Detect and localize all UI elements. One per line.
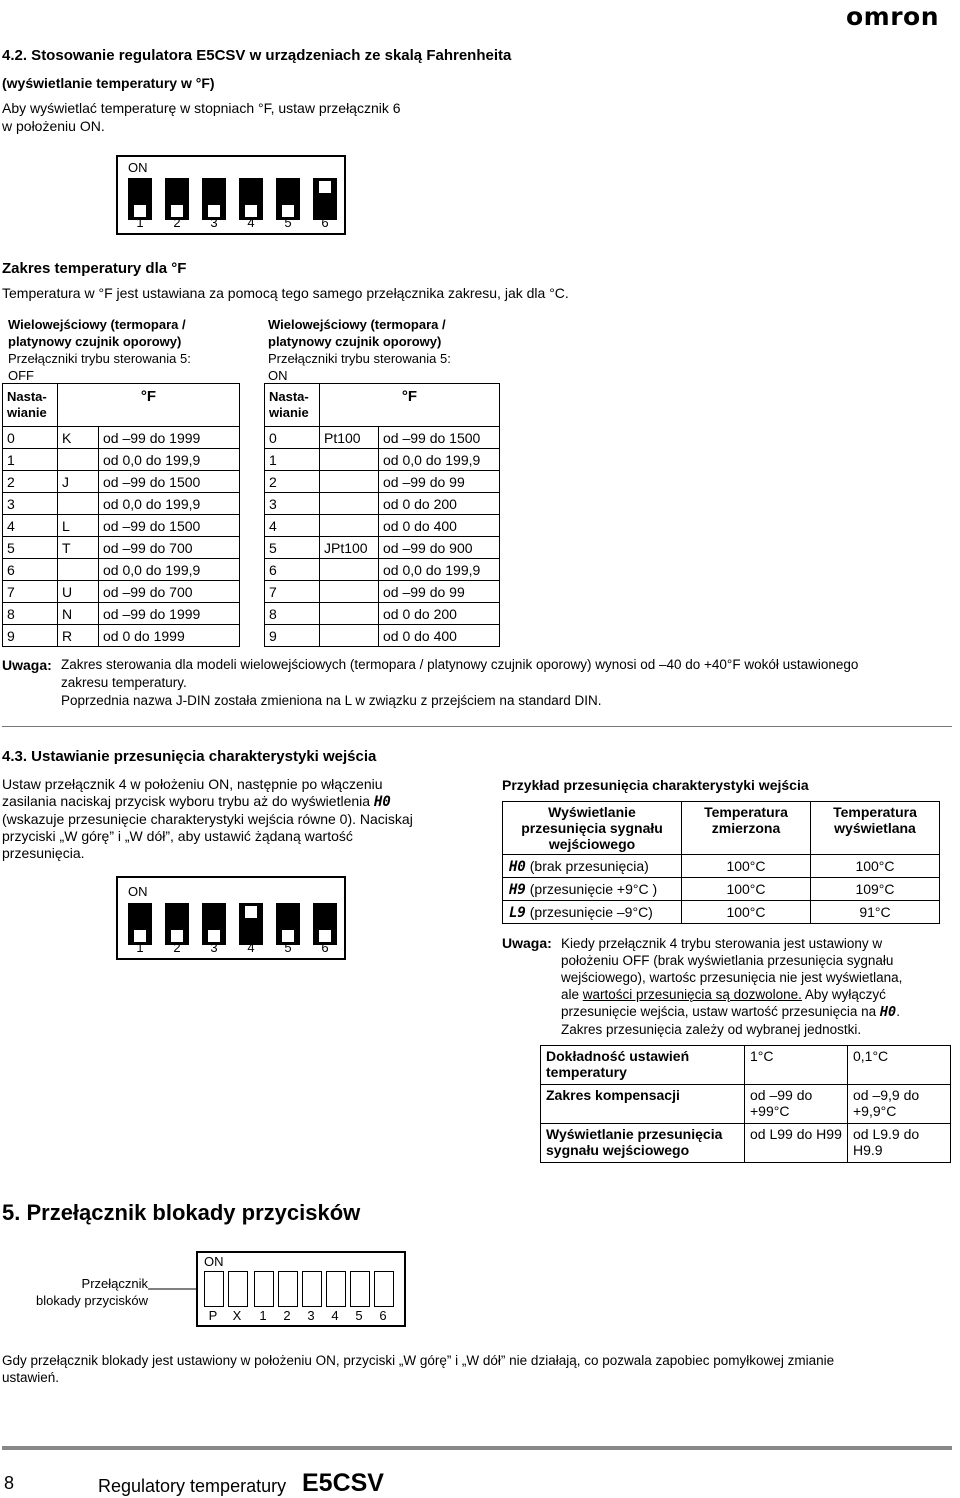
switch-4-off [239, 178, 263, 220]
switch-number: 6 [379, 1308, 387, 1323]
section-title-4-3: 4.3. Ustawianie przesunięcia charakterystyki wejścia [2, 748, 377, 765]
table-row: 9 R od 0 do 1999 [3, 625, 240, 647]
caption-line: platynowy czujnik oporowy) [268, 334, 442, 349]
caption-line: Wielowejściowy (termopara / [8, 317, 186, 332]
switch-2-off [165, 178, 189, 220]
lock-dip-switch-diagram [196, 1251, 406, 1327]
underlined-text: wartości przesunięcia są dozwolone. [582, 987, 802, 1002]
switch-number: 4 [247, 215, 255, 230]
switch-2 [278, 1271, 298, 1307]
table-row: 4 od 0 do 400 [265, 515, 500, 537]
lock-switch-label: Przełącznik blokady przycisków [36, 1276, 148, 1308]
switch-number: 5 [284, 940, 292, 955]
switch-1 [254, 1271, 274, 1307]
caption-line: Przełączniki trybu sterowania 5: [8, 351, 191, 366]
caption-line: Przełączniki trybu sterowania 5: [268, 351, 451, 366]
switch-number: X [232, 1308, 242, 1323]
paragraph: ustawień. [2, 1370, 60, 1385]
text-line: zasilania naciskaj przycisk wyboru trybu aż do wyświetlenia [2, 793, 371, 809]
text-line: Ustaw przełącznik 4 w położeniu ON, następnie po włączeniu [2, 776, 383, 792]
on-label: ON [128, 884, 148, 899]
switch-number: 3 [210, 940, 218, 955]
table-row: 1 od 0,0 do 199,9 [3, 449, 240, 471]
switch-number: 2 [173, 215, 181, 230]
omron-logo: omron [846, 2, 940, 31]
range-table-off [2, 383, 240, 647]
switch-2-off [165, 903, 189, 945]
offset-example-table [502, 801, 940, 924]
range-table-on [264, 383, 500, 647]
section-title-5: 5. Przełącznik blokady przycisków [2, 1200, 361, 1225]
on-label: ON [128, 160, 148, 175]
caption-line: Wielowejściowy (termopara / [268, 317, 446, 332]
segment-display-h0: H0 [879, 1004, 897, 1020]
switch-6-on [313, 178, 337, 220]
paragraph: w położeniu ON. [2, 118, 105, 134]
footer-rule [2, 1446, 952, 1450]
table-row: H9 (przesunięcie +9°C ) 100°C 109°C [503, 878, 940, 901]
switch-1-off [128, 178, 152, 220]
table-row: 2 od –99 do 99 [265, 471, 500, 493]
paragraph: Gdy przełącznik blokady jest ustawiony w położeniu ON, przyciski „W górę” i „W dół” nie działają, co pozwala zapobiec pomyłkowej zmianie [2, 1353, 835, 1368]
lock-switch-p [204, 1271, 224, 1307]
switch-4-on [239, 903, 263, 945]
text-line: Zakres przesunięcia zależy od wybranej jednostki. [561, 1022, 862, 1037]
left-table-caption [8, 316, 191, 384]
on-label: ON [204, 1254, 224, 1269]
text-line: Kiedy przełącznik 4 trybu sterowania jest ustawiony w [561, 936, 883, 951]
table-row: 3 od 0,0 do 199,9 [3, 493, 240, 515]
switch-4 [326, 1271, 346, 1307]
switch-number: 2 [283, 1308, 291, 1323]
dip-switch-diagram [116, 876, 346, 960]
switch-number: 1 [259, 1308, 267, 1323]
switch-5 [350, 1271, 370, 1307]
switch-6 [374, 1271, 394, 1307]
table-row: 2 J od –99 do 1500 [3, 471, 240, 493]
table-row: 7 od –99 do 99 [265, 581, 500, 603]
paragraph-4-3 [2, 776, 413, 862]
divider [2, 726, 952, 727]
note-label: Uwaga: [502, 935, 552, 951]
table-row: 6 od 0,0 do 199,9 [3, 559, 240, 581]
table-row: 9 od 0 do 400 [265, 625, 500, 647]
switch-5-off [276, 178, 300, 220]
table-row: 1 od 0,0 do 199,9 [265, 449, 500, 471]
example-title: Przykład przesunięcia charakterystyki wejścia [502, 777, 809, 793]
table-row: L9 (przesunięcie –9°C) 100°C 91°C [503, 901, 940, 924]
switch-number: 1 [136, 940, 144, 955]
caption-line: OFF [8, 368, 34, 383]
header-displayed: Temperatura wyświetlana [811, 802, 940, 855]
header-display: Wyświetlanie przesunięcia sygnału wejściowego [503, 802, 682, 855]
header-fahrenheit: °F [58, 384, 240, 427]
switch-number: 4 [247, 940, 255, 955]
switch-5-off [276, 903, 300, 945]
switch-number: 6 [321, 215, 329, 230]
note-text: Zakres sterowania dla modeli wielowejściowych (termopara / platynowy czujnik oporowy) wynosi od –40 do +40°F wokół ustawionego [61, 657, 859, 672]
table-row: Dokładność ustawień temperatury 1°C 0,1°C [541, 1046, 951, 1085]
switch-number: 1 [136, 215, 144, 230]
table-row: 5 T od –99 do 700 [3, 537, 240, 559]
caption-line: platynowy czujnik oporowy) [8, 334, 182, 349]
note-text: Kiedy przełącznik 4 trybu sterowania jest ustawiony w położeniu OFF (brak wyświetlania przesunięcia sygnału wejściowego), wartośc przesunięcia nie jest wyświetlana, ale wartości przesunięcia są dozwolone. Aby wyłączyć przesunięcie wejścia, ustaw wartość przesunięcia na H0. Zakres przesunięcia zależy od wybranej jednostki. [561, 936, 903, 1037]
header-fahrenheit: °F [320, 384, 500, 427]
switch-number: 5 [355, 1308, 363, 1323]
switch-number: 6 [321, 940, 329, 955]
text-line: przyciski „W górę” i „W dół”, aby ustawić żądaną wartość [2, 828, 353, 844]
paragraph: Aby wyświetlać temperaturę w stopniach °F, ustaw przełącznik 6 [2, 100, 401, 116]
right-table-caption [268, 316, 451, 384]
switch-1-off [128, 903, 152, 945]
table-row: 5 JPt100 od –99 do 900 [265, 537, 500, 559]
caption-line: ON [268, 368, 288, 383]
switch-number: P [208, 1308, 218, 1323]
table-row: Zakres kompensacji od –99 do +99°C od –9,9 do +9,9°C [541, 1085, 951, 1124]
table-row: 0 K od –99 do 1999 [3, 427, 240, 449]
header-measured: Temperatura zmierzona [682, 802, 811, 855]
header-setting: Nasta- wianie [265, 384, 320, 427]
table-row: 3 od 0 do 200 [265, 493, 500, 515]
table-row: 0 Pt100 od –99 do 1500 [265, 427, 500, 449]
offset-accuracy-table [540, 1045, 951, 1163]
table-row: H0 (brak przesunięcia) 100°C 100°C [503, 855, 940, 878]
footer-model: E5CSV [302, 1469, 384, 1497]
range-title: Zakres temperatury dla °F [2, 260, 187, 277]
text-line: przesunięcia. [2, 845, 85, 861]
segment-display-h0: H0 [373, 794, 391, 810]
text-line: położeniu OFF (brak wyświetlania przesunięcia sygnału [561, 953, 894, 968]
section-subtitle: (wyświetlanie temperatury w °F) [2, 75, 215, 91]
header-setting: Nasta- wianie [3, 384, 58, 427]
section-title-4-2: 4.2. Stosowanie regulatora E5CSV w urządzeniach ze skalą Fahrenheita [2, 47, 512, 64]
table-row: Wyświetlanie przesunięcia sygnału wejściowego od L99 do H99 od L9.9 do H9.9 [541, 1124, 951, 1163]
footer-title: Regulatory temperatury [98, 1476, 287, 1496]
note-text: zakresu temperatury. [61, 675, 187, 690]
switch-3 [302, 1271, 322, 1307]
switch-number: 3 [210, 215, 218, 230]
switch-number: 5 [284, 215, 292, 230]
table-row: 4 L od –99 do 1500 [3, 515, 240, 537]
table-row: 8 od 0 do 200 [265, 603, 500, 625]
text-line: (wskazuje przesunięcie charakterystyki wejścia równe 0). Naciskaj [2, 811, 413, 827]
page-number: 8 [4, 1473, 15, 1493]
note-text: Poprzednia nazwa J-DIN została zmieniona na L w związku z przejściem na standard DIN. [61, 693, 602, 708]
table-row: 6 od 0,0 do 199,9 [265, 559, 500, 581]
switch-number: 3 [307, 1308, 315, 1323]
switch-6-off [313, 903, 337, 945]
note-label: Uwaga: [2, 657, 52, 673]
text-line: wejściowego), wartośc przesunięcia nie jest wyświetlana, [561, 970, 903, 985]
switch-3-off [202, 903, 226, 945]
switch-number: 2 [173, 940, 181, 955]
switch-number: 4 [331, 1308, 339, 1323]
paragraph: Temperatura w °F jest ustawiana za pomocą tego samego przełącznika zakresu, jak dla °C. [2, 285, 569, 301]
dip-switch-diagram [116, 155, 346, 235]
lock-switch-x [228, 1271, 248, 1307]
table-row: 7 U od –99 do 700 [3, 581, 240, 603]
table-row: 8 N od –99 do 1999 [3, 603, 240, 625]
switch-3-off [202, 178, 226, 220]
